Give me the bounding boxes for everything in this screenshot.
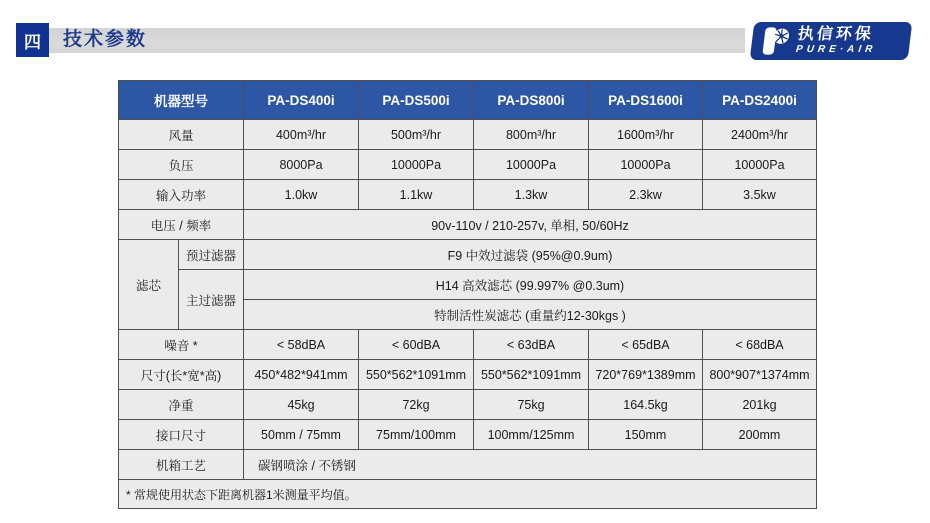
spec-value: < 68dBA (703, 330, 817, 360)
spec-value: 2400m³/hr (703, 120, 817, 150)
spec-value-span: H14 高效滤芯 (99.997% @0.3um) (244, 270, 817, 300)
brand-name-chinese: 执信环保 (796, 26, 875, 43)
spec-value: 720*769*1389mm (589, 360, 703, 390)
page-title: 技术参数 (63, 29, 148, 50)
table-row (119, 180, 817, 210)
row-label: 尺寸(长*宽*高) (119, 360, 244, 390)
table-row (119, 420, 817, 450)
spec-value: < 58dBA (244, 330, 359, 360)
spec-value: 1.3kw (474, 180, 589, 210)
row-label: 接口尺寸 (119, 420, 244, 450)
table-row (119, 240, 817, 270)
row-label: 负压 (119, 150, 244, 180)
table-row (119, 360, 817, 390)
spec-value: < 63dBA (474, 330, 589, 360)
spec-value: 2.3kw (589, 180, 703, 210)
spec-value: 8000Pa (244, 150, 359, 180)
spec-value: < 65dBA (589, 330, 703, 360)
table-footnote-row (119, 480, 817, 509)
brand-logo (750, 22, 913, 60)
spec-value: 10000Pa (474, 150, 589, 180)
spec-value: 450*482*941mm (244, 360, 359, 390)
table-header-row (119, 81, 817, 120)
model-column-header: PA-DS400i (244, 81, 359, 120)
row-label-group: 滤芯 (119, 240, 179, 330)
spec-value: 1600m³/hr (589, 120, 703, 150)
section-number-badge (16, 23, 49, 57)
table-row (119, 390, 817, 420)
row-sublabel: 主过滤器 (179, 270, 244, 330)
spec-value: < 60dBA (359, 330, 474, 360)
model-column-header: PA-DS800i (474, 81, 589, 120)
spec-value: 200mm (703, 420, 817, 450)
spec-value: 550*562*1091mm (359, 360, 474, 390)
row-label: 输入功率 (119, 180, 244, 210)
spec-value: 550*562*1091mm (474, 360, 589, 390)
spec-value: 164.5kg (589, 390, 703, 420)
row-sublabel: 预过滤器 (179, 240, 244, 270)
spec-value: 201kg (703, 390, 817, 420)
brand-text (795, 27, 879, 55)
spec-value: 10000Pa (703, 150, 817, 180)
table-footnote: * 常规使用状态下距离机器1米测量平均值。 (119, 480, 817, 509)
spec-value: 500m³/hr (359, 120, 474, 150)
spec-value: 1.0kw (244, 180, 359, 210)
spec-table-body (119, 81, 817, 509)
spec-value: 45kg (244, 390, 359, 420)
spec-value-span: F9 中效过滤袋 (95%@0.9um) (244, 240, 817, 270)
spec-table (118, 80, 817, 509)
spec-value: 75kg (474, 390, 589, 420)
spec-value: 800*907*1374mm (703, 360, 817, 390)
spec-value: 75mm/100mm (359, 420, 474, 450)
table-row (119, 330, 817, 360)
spec-value: 400m³/hr (244, 120, 359, 150)
spec-value: 800m³/hr (474, 120, 589, 150)
row-label: 电压 / 频率 (119, 210, 244, 240)
spec-value: 3.5kw (703, 180, 817, 210)
spec-value: 100mm/125mm (474, 420, 589, 450)
spec-value-span: 特制活性炭滤芯 (重量约12-30kgs ) (244, 300, 817, 330)
spec-value: 150mm (589, 420, 703, 450)
row-label: 净重 (119, 390, 244, 420)
section-number: 四 (24, 32, 41, 52)
spec-value: 72kg (359, 390, 474, 420)
table-row (119, 270, 817, 300)
spec-value: 1.1kw (359, 180, 474, 210)
row-label: 风量 (119, 120, 244, 150)
table-row (119, 450, 817, 480)
table-row (119, 120, 817, 150)
pureair-fan-icon (758, 25, 794, 57)
model-column-header: PA-DS2400i (703, 81, 817, 120)
model-column-header: PA-DS500i (359, 81, 474, 120)
brand-name-english: PURE·AIR (795, 44, 877, 55)
table-row (119, 150, 817, 180)
spec-value: 10000Pa (589, 150, 703, 180)
spec-value-span: 90v-110v / 210-257v, 单相, 50/60Hz (244, 210, 817, 240)
model-label-header: 机器型号 (119, 81, 244, 120)
row-label: 噪音 * (119, 330, 244, 360)
model-column-header: PA-DS1600i (589, 81, 703, 120)
spec-value-span: 碳钢喷涂 / 不锈钢 (244, 450, 817, 480)
row-label: 机箱工艺 (119, 450, 244, 480)
spec-value: 50mm / 75mm (244, 420, 359, 450)
table-row (119, 210, 817, 240)
spec-value: 10000Pa (359, 150, 474, 180)
